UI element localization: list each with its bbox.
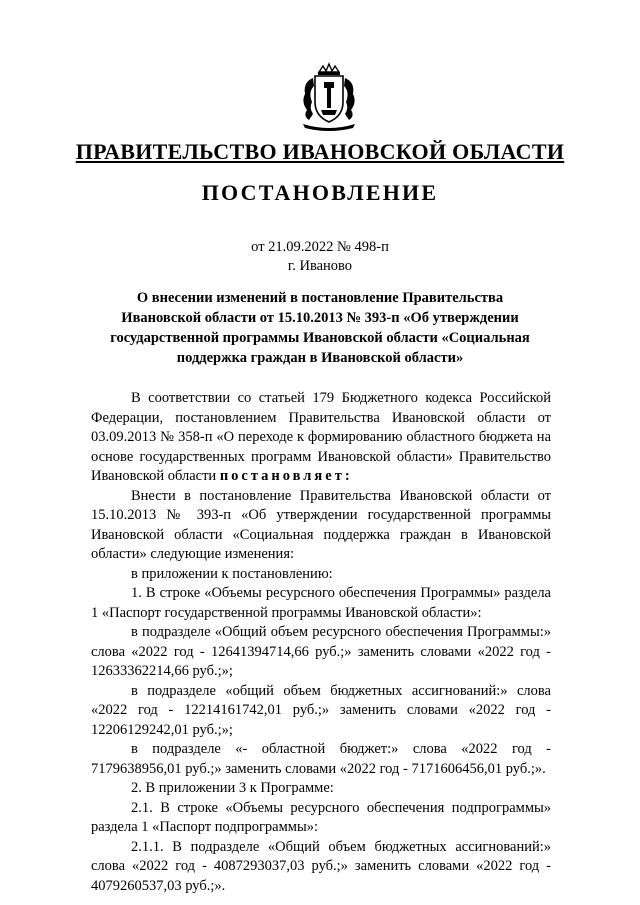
- paragraph: [91, 389, 551, 487]
- paragraph: в подразделе «Общий объем ресурсного обеспечения Программы:» слова «2022 год - 12641394714,66 руб.;» заменить словами «2022 год - 12633362214,66 руб.;»;: [91, 624, 551, 679]
- government-title: ПРАВИТЕЛЬСТВО ИВАНОВСКОЙ ОБЛАСТИ: [75, 139, 565, 164]
- document-subject: [95, 288, 545, 368]
- paragraph: 2. В приложении 3 к Программе:: [131, 780, 334, 796]
- document-type: ПОСТАНОВЛЕНИЕ: [201, 180, 439, 205]
- coat-of-arms-emblem: [293, 62, 365, 134]
- city: г. Иваново: [287, 258, 353, 274]
- date-number: от 21.09.2022 № 498-п: [251, 239, 389, 255]
- paragraph: 2.1.1. В подразделе «Общий объем бюджетных ассигнований:» слова «2022 год - 4087293037,03 руб.;» заменить словами «2022 год - 4079260537,03 руб.;».: [91, 838, 551, 894]
- paragraph: в подразделе «общий объем бюджетных ассигнований:» слова «2022 год - 12214161742,01 руб.;» заменить словами «2022 год - 12206129242,01 руб.;»;: [91, 682, 551, 738]
- paragraph: в приложении к постановлению:: [131, 565, 333, 582]
- paragraph: Внести в постановление Правительства Ивановской области от 15.10.2013 № 393-п «Об утверждении государственной программы Ивановской области «Социальная поддержка граждан в Ивановской области» следующие изменения:: [91, 487, 551, 562]
- document-body: [91, 389, 551, 896]
- subject-line: государственной программы Ивановской области «Социальная: [110, 330, 530, 346]
- paragraph: 2.1. В строке «Объемы ресурсного обеспечения подпрограммы» раздела 1 «Паспорт подпрограммы»:: [91, 799, 551, 835]
- paragraph: 1. В строке «Объемы ресурсного обеспечения Программы» раздела 1 «Паспорт государственной программы Ивановской области»:: [91, 585, 551, 621]
- paragraph-text: В соответствии со статьей 179 Бюджетного кодекса Российской Федерации, постановлением Правительства Ивановской области от 03.09.2013 № 358-п «О переходе к формированию областного бюджета на основе государственных программ Ивановской области» Правительство Ивановской области: [91, 390, 551, 484]
- decree-word: постановляет: [219, 468, 345, 484]
- paragraph: в подразделе «- областной бюджет:» слова «2022 год - 7179638956,01 руб.;» заменить словами «2022 год - 7171606456,01 руб.;».: [91, 741, 551, 777]
- decree-colon: :: [344, 468, 350, 484]
- subject-line: поддержка граждан в Ивановской области»: [176, 350, 464, 366]
- subject-line: О внесении изменений в постановление Правительства: [136, 290, 504, 306]
- subject-line: Ивановской области от 15.10.2013 № 393-п «Об утверждении: [121, 310, 519, 326]
